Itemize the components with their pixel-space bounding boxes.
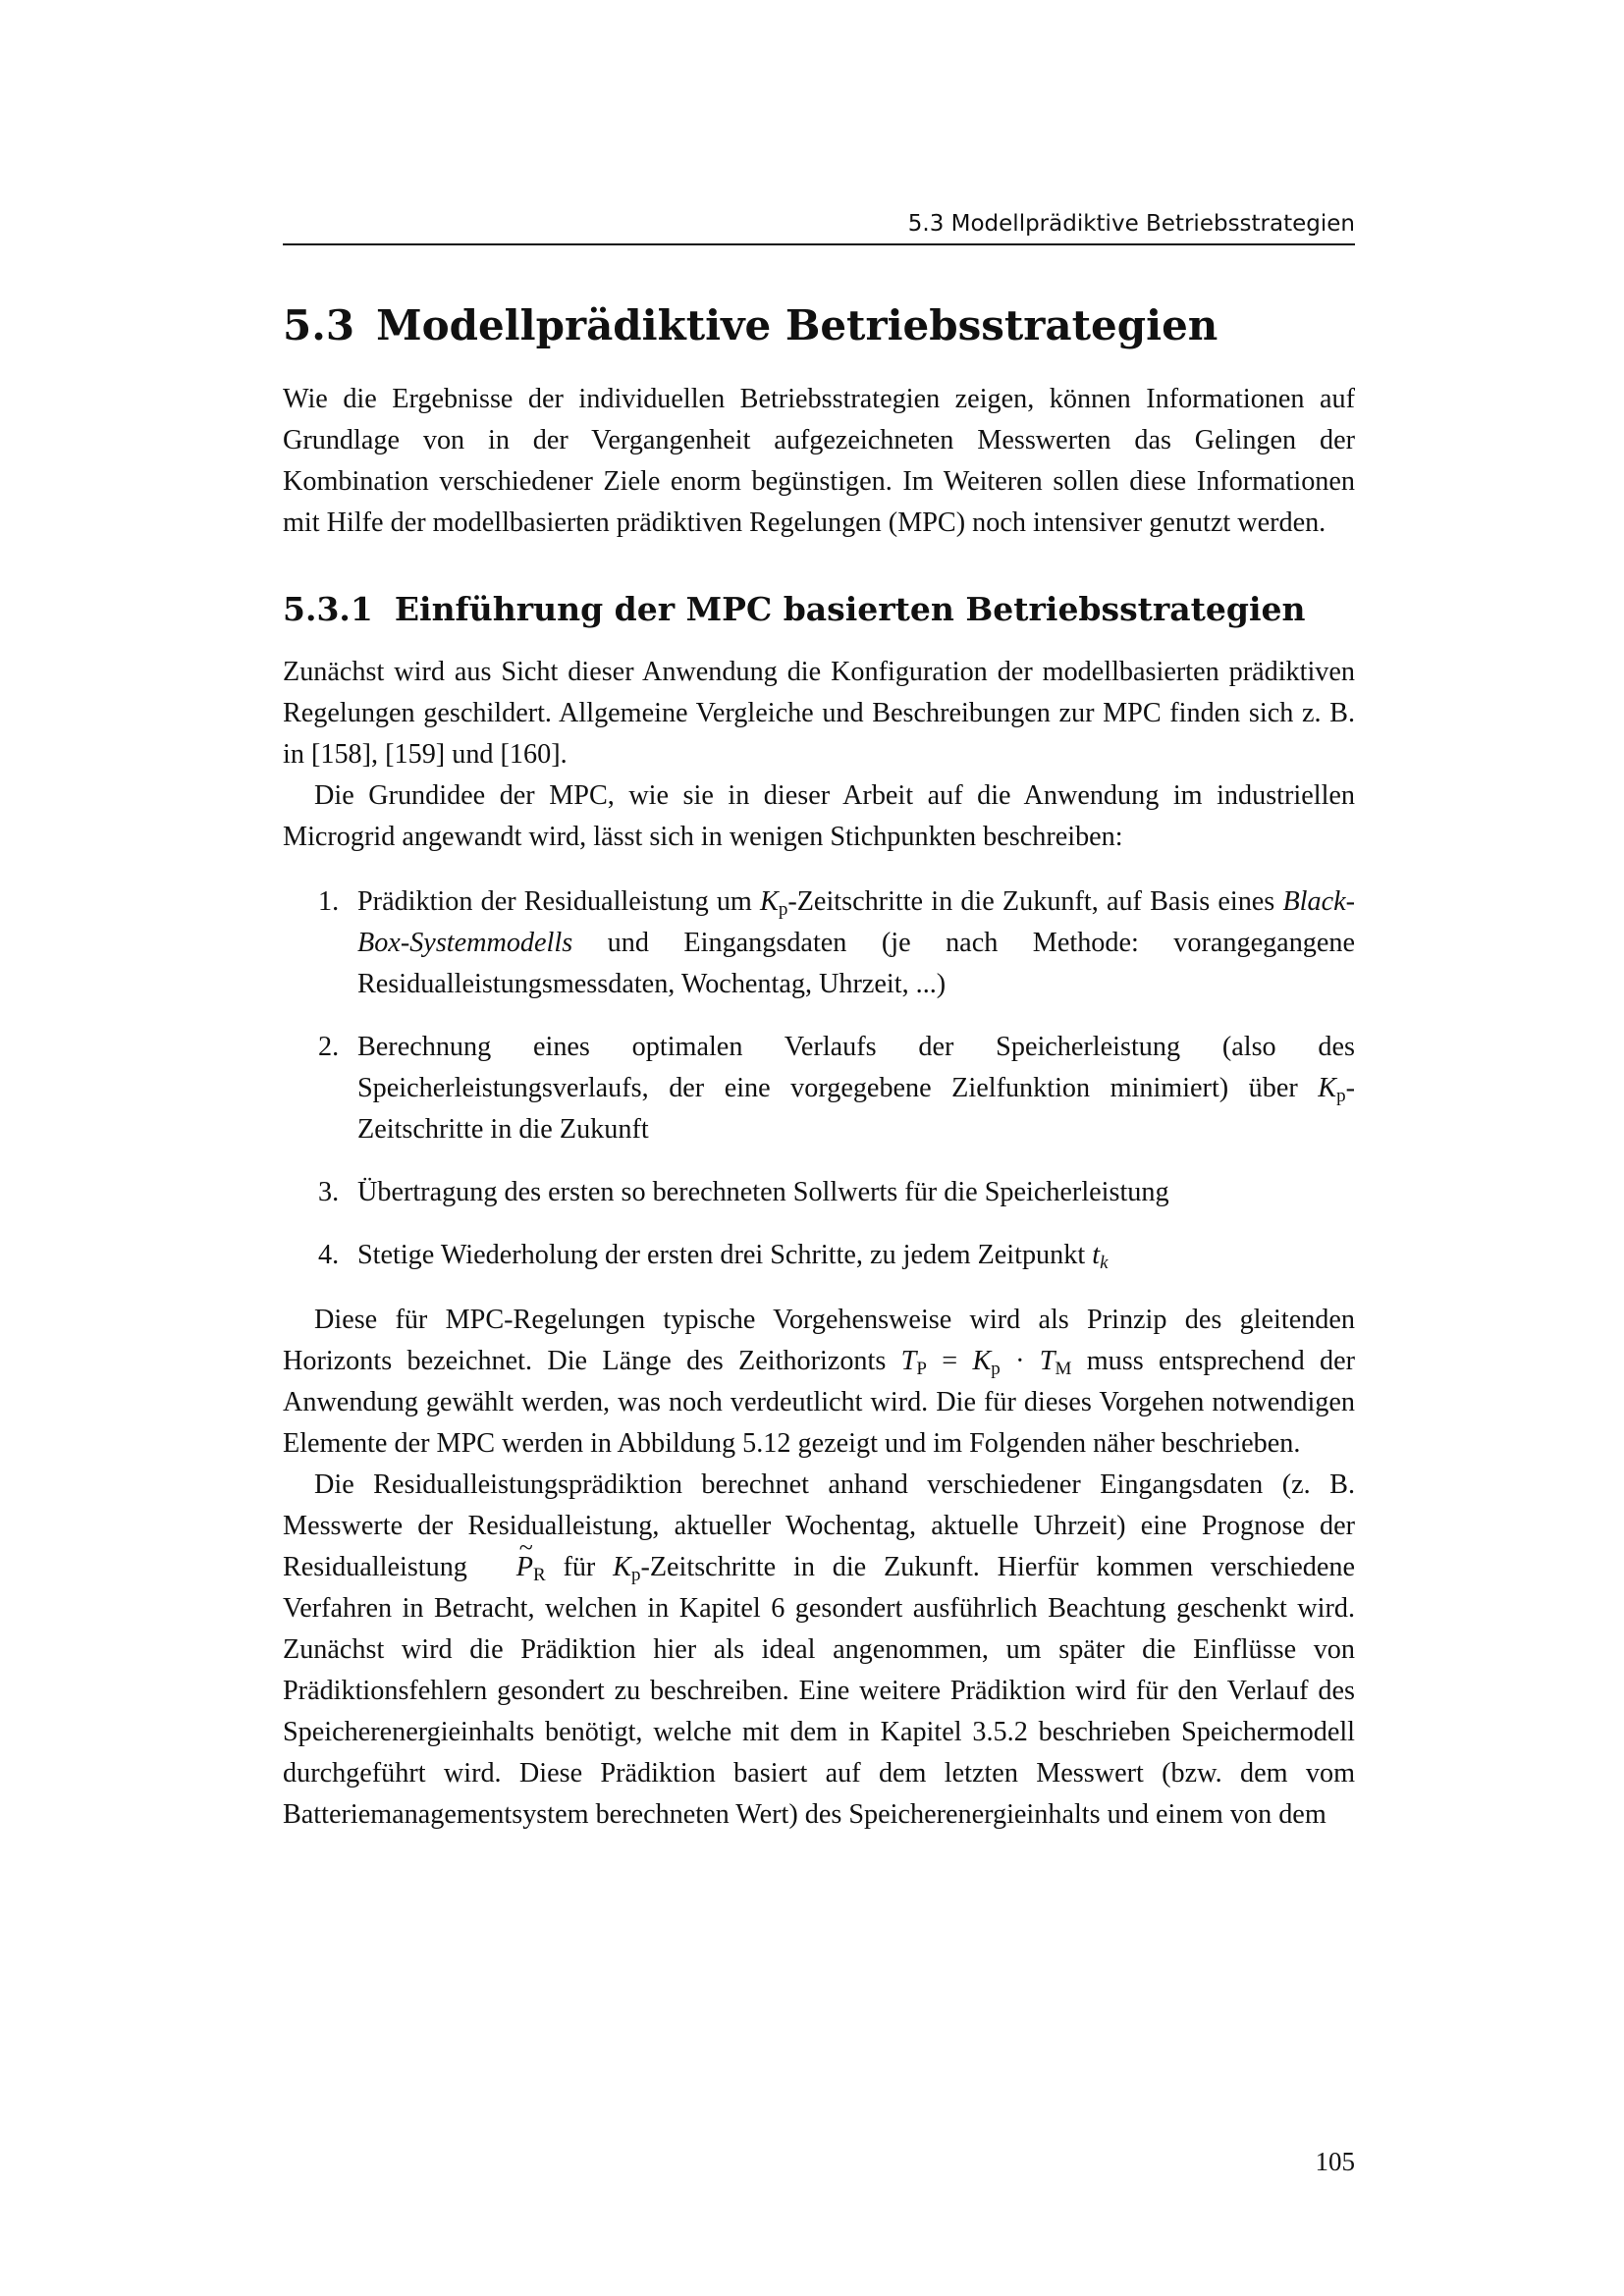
- page-number: 105: [1315, 2147, 1355, 2176]
- section-title: Modellprädiktive Betriebsstrategien: [376, 301, 1218, 349]
- list-text: -Zeitschritte in die Zukunft: [357, 1073, 1355, 1145]
- list-number: 1.: [318, 886, 340, 917]
- math-kp: [613, 1552, 641, 1585]
- paragraph-text: Diese für MPC-Regelungen typische Vorgehensweise wird als Prinzip des gleitenden Horizonts bezeichnet. Die Länge des Zeithorizonts: [283, 1305, 1355, 1376]
- section-number: 5.3: [283, 301, 355, 349]
- list-text: Prädiktion der Residualleistung um: [357, 886, 761, 917]
- list-text: -Zeitschritte in die Zukunft, auf Basis eines: [787, 886, 1283, 917]
- math-k: [760, 886, 788, 920]
- math-operator: =: [926, 1346, 973, 1376]
- paragraph-2: Die Grundidee der MPC, wie sie in dieser Arbeit auf die Anwendung im industriellen Microgrid angewandt wird, lässt sich in wenigen Stichpunkten beschreiben:: [283, 780, 1355, 852]
- math-tk: [1092, 1240, 1109, 1273]
- math-symbol: ~ P: [485, 1547, 533, 1588]
- math-subscript: p: [991, 1359, 1001, 1379]
- list-item: [283, 1235, 1355, 1276]
- section-intro-paragraph: Wie die Ergebnisse der individuellen Betriebsstrategien zeigen, können Informationen auf Grundlage von in der Vergangenheit aufgezeichneten Messwerten das Gelingen der Kombination verschiedener Ziele enorm begünstigen. Im Weiteren sollen diese Informationen mit Hilfe der modellbasierten prädiktiven Regelungen (MPC) noch intensiver genutzt werden.: [283, 384, 1355, 538]
- math-subscript: R: [532, 1565, 546, 1585]
- math-subscript: p: [630, 1565, 641, 1585]
- list-item: [283, 1027, 1355, 1150]
- section-heading: [283, 294, 1355, 357]
- paragraph-4: [283, 1465, 1355, 1836]
- page-content: [283, 294, 1355, 1836]
- math-tm: [1039, 1346, 1072, 1379]
- math-kp: [972, 1346, 1001, 1379]
- math-subscript: P: [916, 1359, 927, 1379]
- math-operator: ·: [1000, 1346, 1040, 1376]
- list-text: Übertragung des ersten so berechneten Sollwerts für die Speicherleistung: [357, 1177, 1169, 1207]
- math-subscript: p: [778, 899, 788, 920]
- subsection-heading: [283, 585, 1355, 634]
- paragraph-text: muss entsprechend der Anwendung gewählt werden, was noch verdeutlicht wird. Die für dieses Vorgehen notwendigen Elemente der MPC werden in Abbildung 5.12 gezeigt und im Folgenden näher beschrieben.: [283, 1346, 1355, 1459]
- math-symbol: K: [1318, 1073, 1337, 1103]
- list-number: 4.: [318, 1240, 340, 1270]
- paragraph-1: Zunächst wird aus Sicht dieser Anwendung die Konfiguration der modellbasierten prädiktiven Regelungen geschildert. Allgemeine Vergleiche und Beschreibungen zur MPC finden sich z. B. in [158], [159] und [160].: [283, 657, 1355, 770]
- list-item: [283, 1172, 1355, 1213]
- list-item: [283, 881, 1355, 1005]
- mpc-steps-list: [283, 881, 1355, 1276]
- subsection-number: 5.3.1: [283, 590, 373, 628]
- list-number: 2.: [318, 1032, 340, 1062]
- math-subscript: M: [1055, 1359, 1072, 1379]
- math-subscript: k: [1100, 1253, 1109, 1273]
- math-symbol: T: [1039, 1346, 1056, 1376]
- list-text: Berechnung eines optimalen Verlaufs der Speicherleistung (also des Speicherleistungsverlaufs, der eine vorgegebene Zielfunktion minimiert) über: [357, 1032, 1355, 1103]
- list-emphasis: Black-Box-Systemmodells: [357, 886, 1355, 958]
- math-symbol: t: [1092, 1240, 1101, 1270]
- math-symbol: K: [972, 1346, 992, 1376]
- math-symbol: K: [760, 886, 779, 917]
- math-symbol: K: [613, 1552, 631, 1582]
- math-symbol: T: [900, 1346, 917, 1376]
- math-subscript: p: [1336, 1086, 1346, 1106]
- running-header: 5.3 Modellprädiktive Betriebsstrategien: [283, 204, 1355, 245]
- math-tp: [900, 1346, 927, 1379]
- paragraph-text: -Zeitschritte in die Zukunft. Hierfür kommen verschiedene Verfahren in Betracht, welchen in Kapitel 6 gesondert ausführlich Beachtung geschenkt wird. Zunächst wird die Prädiktion hier als ideal angenommen, um später die Einflüsse von Prädiktionsfehlern gesondert zu beschreiben. Eine weitere Prädiktion wird für den Verlauf des Speicherenergieinhalts benötigt, welche mit dem in Kapitel 3.5.2 beschrieben Speichermodell durchgeführt wird. Diese Prädiktion basiert auf dem letzten Messwert (bzw. dem vom Batteriemanagementsystem berechneten Wert) des Speicherenergieinhalts und einem von dem: [283, 1552, 1355, 1830]
- subsection-title: Einführung der MPC basierten Betriebsstrategien: [394, 590, 1306, 628]
- paragraph-3: [283, 1300, 1355, 1465]
- paragraph-text: für: [545, 1552, 614, 1582]
- math-k: [1318, 1073, 1346, 1106]
- math-pr-tilde: [485, 1552, 546, 1585]
- list-text: und Eingangsdaten (je nach Methode: vorangegangene Residualleistungsmessdaten, Wochentag, Uhrzeit, ...): [357, 928, 1355, 999]
- list-text: Stetige Wiederholung der ersten drei Schritte, zu jedem Zeitpunkt: [357, 1240, 1093, 1270]
- list-number: 3.: [318, 1177, 340, 1207]
- paragraph-text: Die Residualleistungsprädiktion berechnet anhand verschiedener Eingangsdaten (z. B. Messwerte der Residualleistung, aktueller Wochentag, aktuelle Uhrzeit) eine Prognose der Residualleistung: [283, 1469, 1355, 1582]
